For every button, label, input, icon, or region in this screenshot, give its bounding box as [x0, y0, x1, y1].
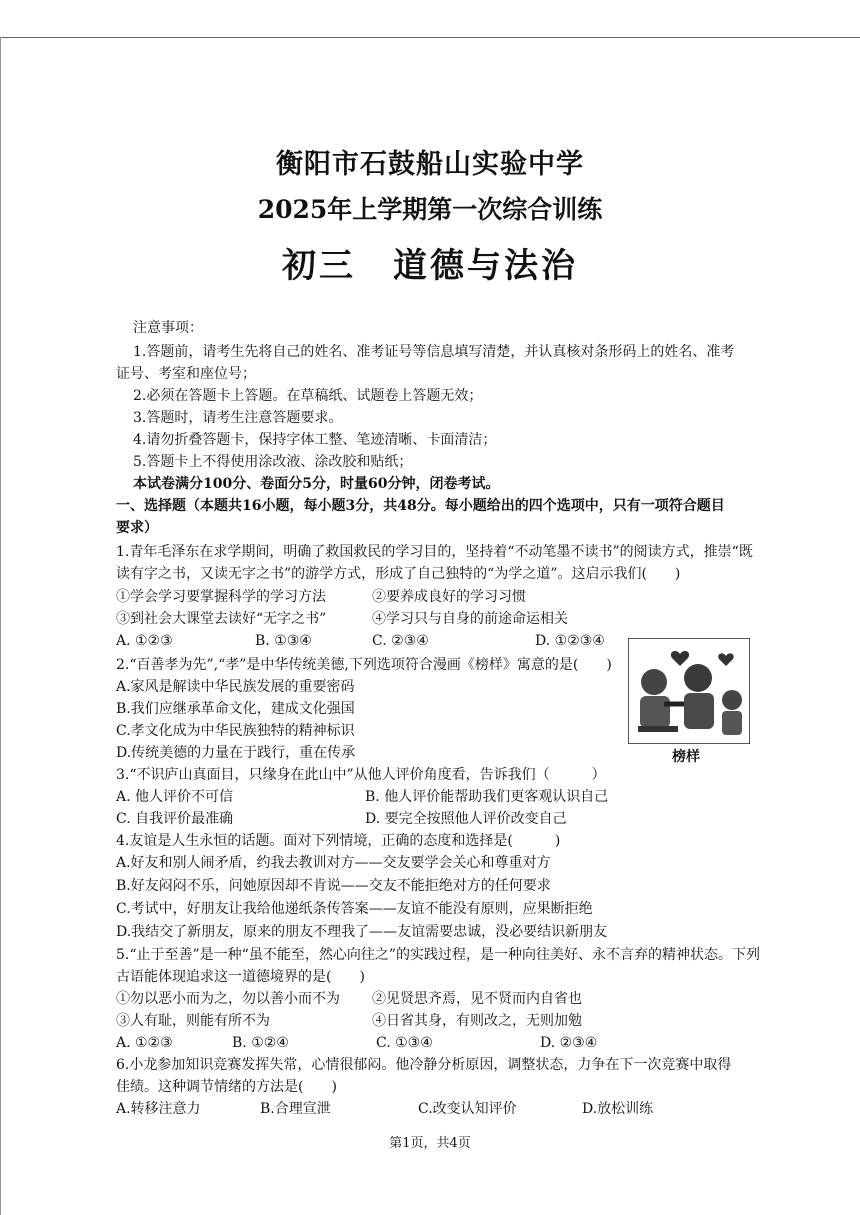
q5-option-d: D. ②③④	[540, 1035, 598, 1051]
q4-option-a: A.好友和别人闹矛盾，约我去教训对方——交友要学会关心和尊重对方	[116, 855, 551, 871]
q2-stem: 2.“百善孝为先”,“孝”是中华传统美德,下列选项符合漫画《榜样》寓意的是( )	[116, 657, 612, 673]
page-footer: 第1页，共4页	[389, 1136, 471, 1151]
q4-option-c: C.考试中，好朋友让我给他递纸条传答案——友谊不能没有原则，应果断拒绝	[116, 901, 593, 917]
q3-option-c: C. 自我评价最准确	[116, 811, 234, 827]
q1-statement-3: ③到社会大课堂去读好“无字之书”	[116, 611, 327, 627]
q5-stem-cont: 古语能体现追求这一道德境界的是( )	[116, 969, 365, 985]
page-border-top	[0, 37, 860, 38]
q5-statement-2: ②见贤思齐焉，见不贤而内自省也	[372, 991, 582, 1007]
q3-option-d: D. 要完全按照他人评价改变自己	[365, 811, 567, 827]
q3-stem: 3.“不识庐山真面目，只缘身在此山中”从他人评价角度看，告诉我们（ ）	[116, 767, 606, 783]
q2-option-d: D.传统美德的力量在于践行，重在传承	[116, 745, 356, 761]
q2-option-b: B.我们应继承革命文化，建成文化强国	[116, 701, 355, 717]
q6-option-b: B.合理宣泄	[260, 1101, 331, 1117]
q5-stem: 5.“止于至善”是一种“虽不能至，然心向往之”的实践过程，是一种向往美好、永不言弃的精神状态。下列	[116, 947, 760, 963]
q6-option-a: A.转移注意力	[116, 1101, 201, 1117]
q1-option-a: A. ①②③	[116, 633, 173, 649]
q4-option-b: B.好友闷闷不乐，问她原因却不肯说——交友不能拒绝对方的任何要求	[116, 878, 551, 894]
q5-statement-4: ④日省其身，有则改之，无则加勉	[372, 1013, 582, 1029]
q4-stem: 4.友谊是人生永恒的话题。面对下列情境，正确的态度和选择是( )	[116, 833, 561, 849]
section-heading-cont: 要求）	[116, 520, 158, 536]
q1-option-c: C. ②③④	[372, 633, 429, 649]
q2-option-c: C.孝文化成为中华民族独特的精神标识	[116, 723, 355, 739]
q4-option-d: D.我结交了新朋友，原来的朋友不理我了——友谊需要忠诚，没必要结识新朋友	[116, 924, 608, 940]
q6-option-c: C.改变认知评价	[418, 1101, 517, 1117]
q5-option-c: C. ①③④	[376, 1035, 433, 1051]
score-line: 本试卷满分100分、卷面分5分，时量60分钟，闭卷考试。	[133, 476, 500, 492]
notice-item: 4.请勿折叠答题卡，保持字体工整、笔迹清晰、卡面清洁；	[133, 432, 497, 448]
role-model-cartoon	[628, 638, 750, 744]
school-title: 衡阳市石鼓船山实验中学	[276, 149, 584, 180]
notice-item: 3.答题时，请考生注意答题要求。	[133, 410, 343, 426]
q3-option-b: B. 他人评价能帮助我们更客观认识自己	[365, 789, 609, 805]
q5-option-b: B. ①②④	[232, 1035, 289, 1051]
q5-statement-3: ③人有耻，则能有所不为	[116, 1013, 270, 1029]
q1-option-d: D. ①②③④	[535, 633, 605, 649]
notice-title: 注意事项：	[133, 320, 203, 336]
notice-item: 5.答题卡上不得使用涂改液、涂改胶和贴纸；	[133, 454, 413, 470]
q1-stem: 1.青年毛泽东在求学期间，明确了救国救民的学习目的，坚持着“不动笔墨不读书”的阅读方式，推崇“既	[116, 544, 753, 560]
q3-option-a: A. 他人评价不可信	[116, 789, 234, 805]
notice-item: 证号、考室和座位号；	[116, 366, 256, 382]
exam-title: 2025年上学期第一次综合训练	[257, 195, 603, 224]
q1-statement-1: ①学会学习要掌握科学的学习方法	[116, 589, 326, 605]
cartoon-caption: 榜样	[672, 749, 700, 765]
q6-stem: 6.小龙参加知识竞赛发挥失常，心情很郁闷。他冷静分析原因，调整状态，力争在下一次竞赛中取得	[116, 1057, 732, 1073]
q6-stem-cont: 佳绩。这种调节情绪的方法是( )	[116, 1079, 337, 1095]
subject-title: 初三 道德与法治	[282, 246, 578, 286]
q1-option-b: B. ①③④	[255, 633, 312, 649]
notice-item: 2.必须在答题卡上答题。在草稿纸、试题卷上答题无效；	[133, 388, 483, 404]
notice-item: 1.答题前，请考生先将自己的姓名、准考证号等信息填写清楚，并认真核对条形码上的姓名、准考	[133, 344, 735, 360]
q2-option-a: A.家风是解读中华民族发展的重要密码	[116, 679, 355, 695]
q6-option-d: D.放松训练	[582, 1101, 654, 1117]
section-heading: 一、选择题（本题共16小题，每小题3分，共48分。每小题给出的四个选项中，只有一项符合题目	[116, 498, 725, 514]
q5-option-a: A. ①②③	[116, 1035, 173, 1051]
q1-statement-2: ②要养成良好的学习习惯	[372, 589, 526, 605]
q1-stem-cont: 读有字之书，又读无字之书”的游学方式，形成了自己独特的“为学之道”。这启示我们( )	[116, 566, 681, 582]
q5-statement-1: ①勿以恶小而为之，勿以善小而不为	[116, 991, 340, 1007]
q1-statement-4: ④学习只与自身的前途命运相关	[372, 611, 568, 627]
